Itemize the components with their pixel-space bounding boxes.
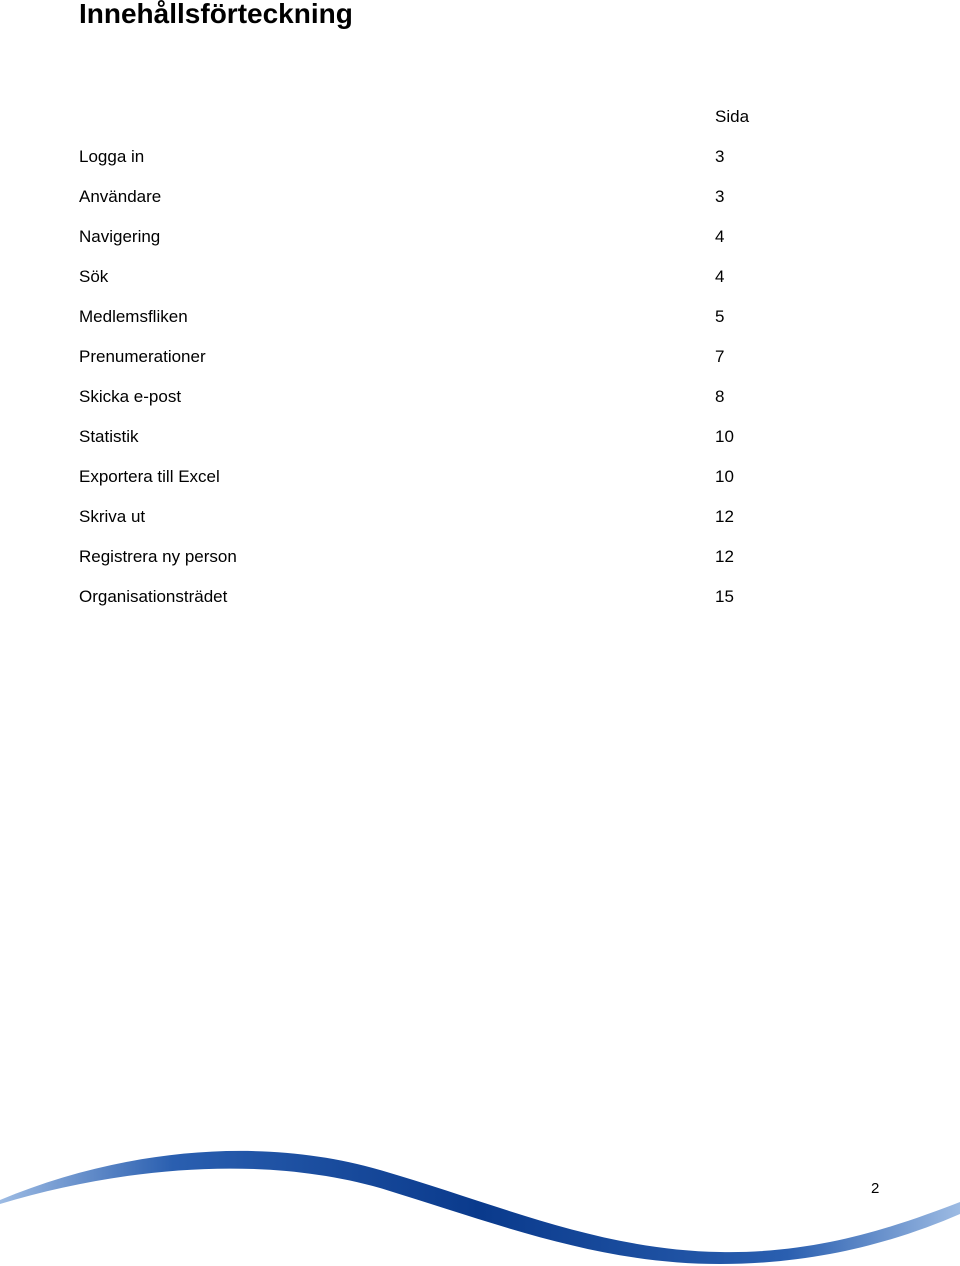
toc-entry[interactable] xyxy=(79,147,779,187)
toc-entry-page: 12 xyxy=(715,547,734,566)
toc-entry[interactable] xyxy=(79,227,779,267)
page-title: Innehållsförteckning xyxy=(79,0,353,29)
toc-entry-title: Sök xyxy=(79,267,109,286)
toc-entry-page: 10 xyxy=(715,467,734,486)
page-column-header: Sida xyxy=(715,107,750,126)
toc-entry-page: 15 xyxy=(715,587,734,606)
toc-entry-page: 4 xyxy=(715,267,725,286)
toc-entry-title: Registrera ny person xyxy=(79,547,237,566)
toc-entry-page: 10 xyxy=(715,427,734,446)
toc-entry[interactable] xyxy=(79,387,779,427)
toc-entry[interactable] xyxy=(79,467,779,507)
toc-entry[interactable] xyxy=(79,347,779,387)
toc-entry[interactable] xyxy=(79,307,779,347)
toc-entry[interactable] xyxy=(79,547,779,587)
toc-entry[interactable] xyxy=(79,267,779,307)
toc-entry-page: 5 xyxy=(715,307,725,326)
toc-entry-title: Prenumerationer xyxy=(79,347,206,366)
toc-entry-title: Logga in xyxy=(79,147,145,166)
page-number: 2 xyxy=(871,1180,880,1197)
toc-entry[interactable] xyxy=(79,587,779,627)
toc-entry-page: 7 xyxy=(715,347,725,366)
toc-entry-title: Skriva ut xyxy=(79,507,146,526)
toc-entry-title: Skicka e-post xyxy=(79,387,182,406)
toc-entry-title: Organisationsträdet xyxy=(79,587,228,606)
table-of-contents xyxy=(79,147,779,627)
toc-entry-page: 12 xyxy=(715,507,734,526)
toc-entry-page: 3 xyxy=(715,187,725,206)
footer-wave-decoration xyxy=(0,1130,960,1266)
toc-entry-title: Medlemsfliken xyxy=(79,307,188,326)
toc-entry-title: Exportera till Excel xyxy=(79,467,220,486)
toc-entry-page: 3 xyxy=(715,147,725,166)
toc-entry[interactable] xyxy=(79,427,779,467)
toc-entry-page: 4 xyxy=(715,227,725,246)
toc-entry-title: Navigering xyxy=(79,227,161,246)
toc-entry-page: 8 xyxy=(715,387,725,406)
toc-entry[interactable] xyxy=(79,187,779,227)
footer-wave-shape xyxy=(0,1151,960,1264)
toc-entry[interactable] xyxy=(79,507,779,547)
toc-entry-title: Användare xyxy=(79,187,162,206)
toc-entry-title: Statistik xyxy=(79,427,139,446)
